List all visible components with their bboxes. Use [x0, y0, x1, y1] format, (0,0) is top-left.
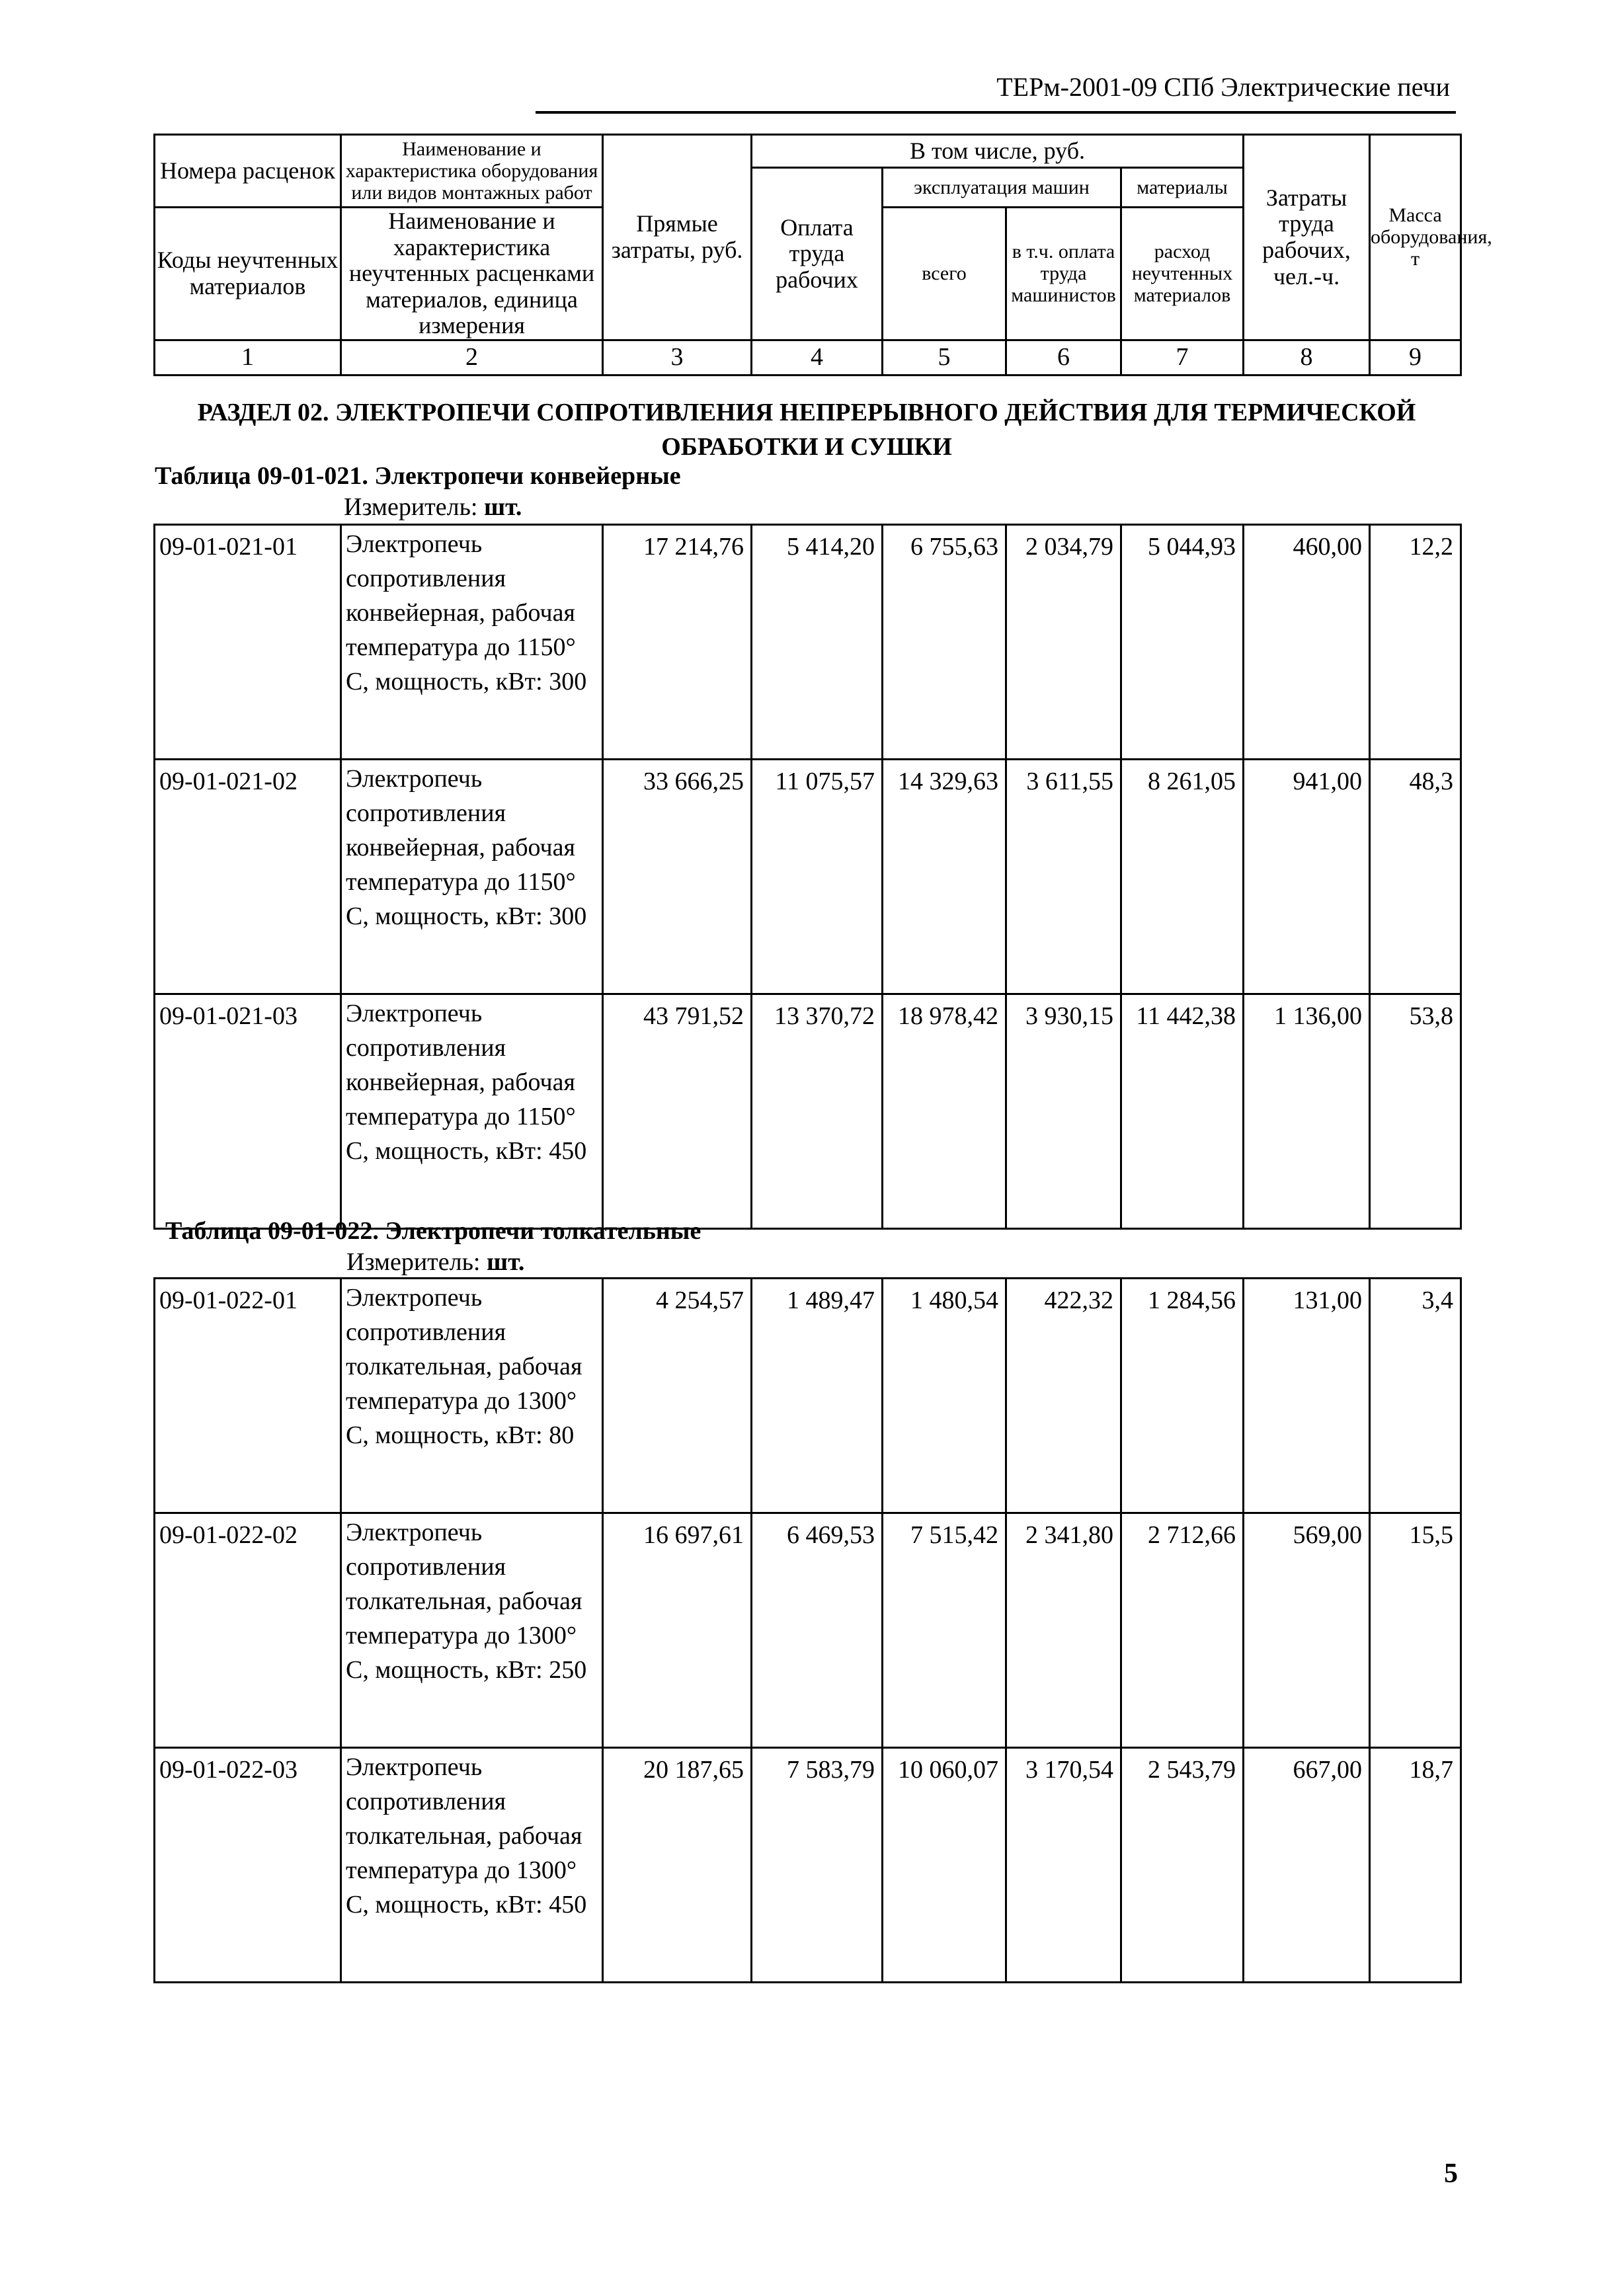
direct-costs: 16 697,61 — [603, 1513, 752, 1748]
worker-pay: 6 469,53 — [752, 1513, 883, 1748]
operator-pay: 3 611,55 — [1006, 760, 1121, 994]
materials-cost: 2 712,66 — [1121, 1513, 1244, 1748]
machines-total: 1 480,54 — [883, 1279, 1006, 1513]
rates-table-022 — [153, 1277, 1462, 1983]
page-number: 5 — [1444, 2158, 1458, 2189]
labor-hours: 460,00 — [1244, 525, 1370, 760]
column-number: 5 — [883, 340, 1006, 375]
rate-code: 09-01-022-02 — [155, 1513, 341, 1748]
column-number: 8 — [1244, 340, 1370, 375]
machines-total: 6 755,63 — [883, 525, 1006, 760]
header-including-group: В том числе, руб. — [752, 135, 1244, 168]
labor-hours: 569,00 — [1244, 1513, 1370, 1748]
column-number: 1 — [155, 340, 341, 375]
rate-code: 09-01-022-03 — [155, 1748, 341, 1983]
machines-total: 18 978,42 — [883, 994, 1006, 1229]
table-row — [155, 1513, 1461, 1748]
unit-of-measure — [344, 493, 522, 522]
unit-label: Измеритель: — [344, 493, 478, 521]
machines-total: 14 329,63 — [883, 760, 1006, 994]
labor-hours: 667,00 — [1244, 1748, 1370, 1983]
unit-value: шт. — [487, 1248, 525, 1276]
table-row — [155, 525, 1461, 760]
equipment-mass: 53,8 — [1370, 994, 1461, 1229]
rate-code: 09-01-021-01 — [155, 525, 341, 760]
unit-value: шт. — [484, 493, 522, 521]
header-work-description: Наименование и характеристика оборудования или видов монтажных работ — [341, 135, 603, 208]
work-name: Электропечь сопротивления толкательная, рабочая температура до 1300° С, мощность, кВт: 450 — [341, 1748, 603, 1983]
column-number: 4 — [752, 340, 883, 375]
header-rate-numbers: Номера расценок — [155, 135, 341, 208]
header-operator-pay: в т.ч. оплата труда машинистов — [1006, 208, 1121, 340]
header-machine-operation: эксплуатация машин — [883, 168, 1121, 208]
worker-pay: 1 489,47 — [752, 1279, 883, 1513]
column-number: 3 — [603, 340, 752, 375]
column-number: 2 — [341, 340, 603, 375]
table-row — [155, 994, 1461, 1229]
header-material-description: Наименование и характеристика неучтенных расценками материалов, единица измерения — [341, 208, 603, 340]
operator-pay: 3 170,54 — [1006, 1748, 1121, 1983]
column-number: 6 — [1006, 340, 1121, 375]
header-unaccounted-materials: расход неучтенных материалов — [1121, 208, 1244, 340]
header-material-codes: Коды неучтенных материалов — [155, 208, 341, 340]
work-name: Электропечь сопротивления конвейерная, рабочая температура до 1150° С, мощность, кВт: 450 — [341, 994, 603, 1229]
rate-code: 09-01-021-02 — [155, 760, 341, 994]
header-direct-costs: Прямые затраты, руб. — [603, 135, 752, 340]
operator-pay: 2 034,79 — [1006, 525, 1121, 760]
header-machines-total: всего — [883, 208, 1006, 340]
column-header-table — [153, 134, 1492, 376]
unit-label: Измеритель: — [346, 1248, 481, 1276]
materials-cost: 1 284,56 — [1121, 1279, 1244, 1513]
machines-total: 7 515,42 — [883, 1513, 1006, 1748]
materials-cost: 11 442,38 — [1121, 994, 1244, 1229]
rate-code: 09-01-022-01 — [155, 1279, 341, 1513]
column-number: 7 — [1121, 340, 1244, 375]
unit-of-measure — [346, 1247, 524, 1277]
operator-pay: 2 341,80 — [1006, 1513, 1121, 1748]
equipment-mass: 15,5 — [1370, 1513, 1461, 1748]
table-row — [155, 760, 1461, 994]
worker-pay: 5 414,20 — [752, 525, 883, 760]
header-labor-hours: Затраты труда рабочих, чел.-ч. — [1244, 135, 1370, 340]
header-materials: материалы — [1121, 168, 1244, 208]
labor-hours: 131,00 — [1244, 1279, 1370, 1513]
work-name: Электропечь сопротивления толкательная, рабочая температура до 1300° С, мощность, кВт: 80 — [341, 1279, 603, 1513]
header-worker-pay: Оплата труда рабочих — [752, 168, 883, 340]
operator-pay: 3 930,15 — [1006, 994, 1121, 1229]
direct-costs: 4 254,57 — [603, 1279, 752, 1513]
work-name: Электропечь сопротивления конвейерная, рабочая температура до 1150° С, мощность, кВт: 300 — [341, 525, 603, 760]
equipment-mass: 12,2 — [1370, 525, 1461, 760]
rate-code: 09-01-021-03 — [155, 994, 341, 1229]
table-row — [155, 1279, 1461, 1513]
header-rule — [536, 111, 1456, 114]
running-head: ТЕРм-2001-09 СПб Электрические печи — [996, 72, 1450, 102]
materials-cost: 8 261,05 — [1121, 760, 1244, 994]
direct-costs: 20 187,65 — [603, 1748, 752, 1983]
worker-pay: 13 370,72 — [752, 994, 883, 1229]
equipment-mass: 48,3 — [1370, 760, 1461, 994]
direct-costs: 43 791,52 — [603, 994, 752, 1229]
header-equipment-mass: Масса оборудования, т — [1370, 135, 1461, 340]
worker-pay: 11 075,57 — [752, 760, 883, 994]
materials-cost: 2 543,79 — [1121, 1748, 1244, 1983]
column-number: 9 — [1370, 340, 1461, 375]
table-title: Таблица 09-01-021. Электропечи конвейерные — [155, 462, 681, 490]
worker-pay: 7 583,79 — [752, 1748, 883, 1983]
machines-total: 10 060,07 — [883, 1748, 1006, 1983]
work-name: Электропечь сопротивления конвейерная, рабочая температура до 1150° С, мощность, кВт: 300 — [341, 760, 603, 994]
labor-hours: 941,00 — [1244, 760, 1370, 994]
materials-cost: 5 044,93 — [1121, 525, 1244, 760]
work-name: Электропечь сопротивления толкательная, рабочая температура до 1300° С, мощность, кВт: 250 — [341, 1513, 603, 1748]
direct-costs: 33 666,25 — [603, 760, 752, 994]
operator-pay: 422,32 — [1006, 1279, 1121, 1513]
rates-table-021 — [153, 524, 1462, 1230]
table-row — [155, 1748, 1461, 1983]
labor-hours: 1 136,00 — [1244, 994, 1370, 1229]
equipment-mass: 3,4 — [1370, 1279, 1461, 1513]
equipment-mass: 18,7 — [1370, 1748, 1461, 1983]
table-title: Таблица 09-01-022. Электропечи толкательные — [165, 1217, 701, 1245]
direct-costs: 17 214,76 — [603, 525, 752, 760]
section-title: РАЗДЕЛ 02. ЭЛЕКТРОПЕЧИ СОПРОТИВЛЕНИЯ НЕПРЕРЫВНОГО ДЕЙСТВИЯ ДЛЯ ТЕРМИЧЕСКОЙ ОБРАБОТКИ И СУШКИ — [197, 399, 1416, 461]
